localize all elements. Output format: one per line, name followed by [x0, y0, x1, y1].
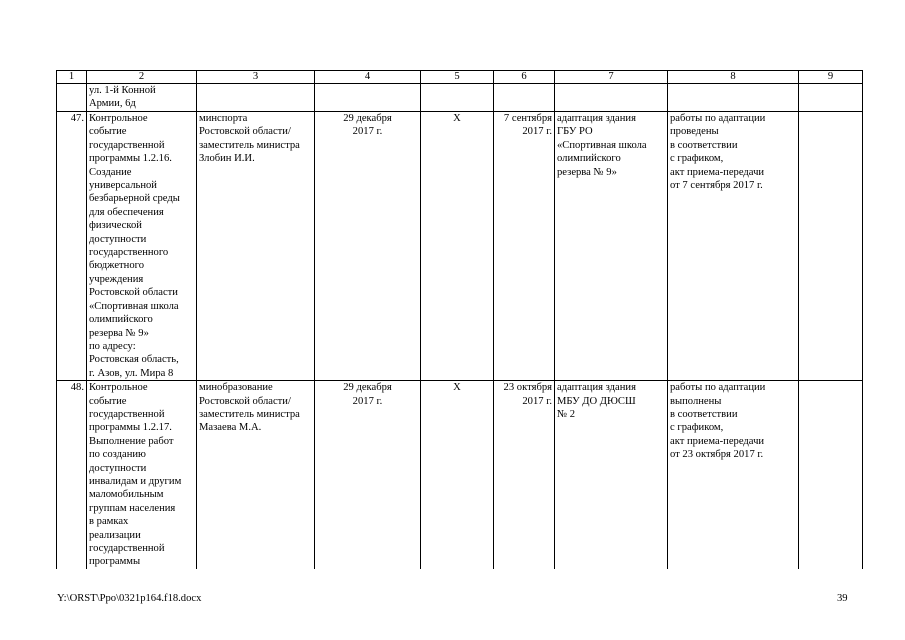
table-row: [57, 112, 863, 381]
row-number-cell: 48.: [57, 381, 87, 569]
event-cell: Контрольное событие государственной программы 1.2.17. Выполнение работ по созданию доступности инвалидам и другим маломобильным группам населения в рамках реализации государственной программы: [87, 381, 197, 569]
table-row: [57, 381, 863, 569]
col9-cell: [799, 84, 863, 112]
responsible-cell: минспорта Ростовской области/ заместитель министра Злобин И.И.: [197, 112, 315, 381]
report-table: [56, 70, 863, 569]
col9-cell: [799, 112, 863, 381]
column-header: 5: [421, 71, 494, 84]
row-number-cell: [57, 84, 87, 112]
plan-date-cell: 29 декабря 2017 г.: [315, 381, 421, 569]
result-cell: адаптация здания ГБУ РО «Спортивная школа олимпийского резерва № 9»: [555, 112, 668, 381]
event-cell: ул. 1-й Конной Армии, 6д: [87, 84, 197, 112]
column-header: 8: [668, 71, 799, 84]
col9-cell: [799, 381, 863, 569]
column-header: 2: [87, 71, 197, 84]
note-cell: [668, 84, 799, 112]
col5-cell: [421, 84, 494, 112]
col5-cell: Х: [421, 381, 494, 569]
fact-date-cell: [494, 84, 555, 112]
column-header: 3: [197, 71, 315, 84]
column-header: 9: [799, 71, 863, 84]
responsible-cell: [197, 84, 315, 112]
column-header: 4: [315, 71, 421, 84]
result-cell: [555, 84, 668, 112]
footer-page-number: 39: [837, 593, 848, 604]
responsible-cell: минобразование Ростовской области/ заместитель министра Мазаева М.А.: [197, 381, 315, 569]
note-cell: работы по адаптации выполнены в соответствии с графиком, акт приема-передачи от 23 октября 2017 г.: [668, 381, 799, 569]
column-header: 6: [494, 71, 555, 84]
plan-date-cell: 29 декабря 2017 г.: [315, 112, 421, 381]
result-cell: адаптация здания МБУ ДО ДЮСШ № 2: [555, 381, 668, 569]
plan-date-cell: [315, 84, 421, 112]
fact-date-cell: 7 сентября 2017 г.: [494, 112, 555, 381]
column-header: 7: [555, 71, 668, 84]
event-cell: Контрольное событие государственной программы 1.2.16. Создание универсальной безбарьерной среды для обеспечения физической доступности государственного бюджетного учреждения Ростовской области «Спортивная школа олимпийского резерва № 9» по адресу: Ростовская область, г. Азов, ул. Мира 8: [87, 112, 197, 381]
footer-file-path: Y:\ORST\Ppo\0321p164.f18.docx: [57, 593, 202, 604]
table-row-continuation: [57, 84, 863, 112]
col5-cell: Х: [421, 112, 494, 381]
fact-date-cell: 23 октября 2017 г.: [494, 381, 555, 569]
note-cell: работы по адаптации проведены в соответствии с графиком, акт приема-передачи от 7 сентября 2017 г.: [668, 112, 799, 381]
column-header: 1: [57, 71, 87, 84]
table-header-row: [57, 71, 863, 84]
row-number-cell: 47.: [57, 112, 87, 381]
